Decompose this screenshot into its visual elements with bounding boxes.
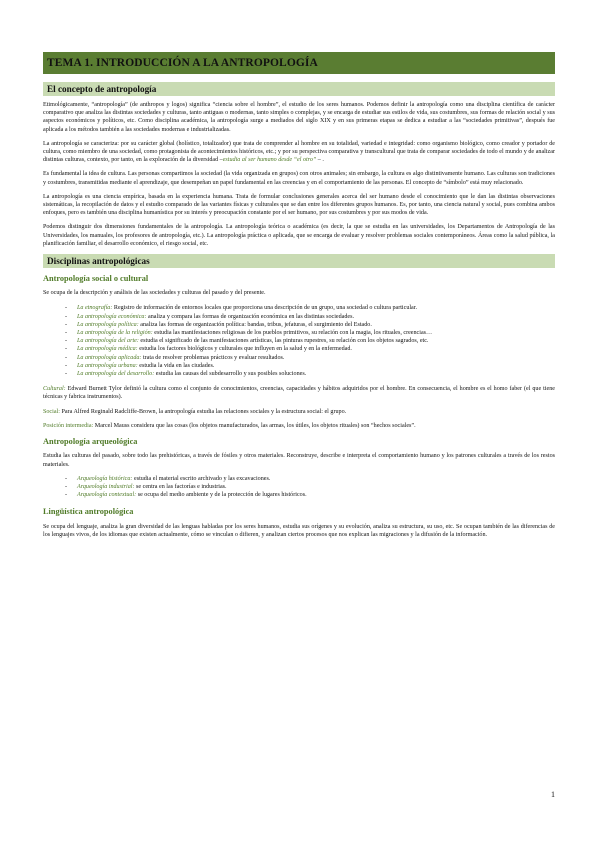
- list-item: - La antropología de la religión: estudia las manifestaciones religiosas de los pueblos primitivos, su relación con la magia, los rituales, creencias…: [77, 329, 555, 337]
- highlight-text: estudia al ser humano desde “el otro”: [222, 157, 317, 164]
- list-item: - La antropología médica: estudia los factores biológicos y culturales que influyen en la salud y en la enfermedad.: [77, 345, 555, 353]
- paragraph: La antropología se caracteriza: por su carácter global (holístico, totalizador) que trata de comprender al hombre en su totalidad, variedad e integridad: como organismo biológico, como creador y portador de cultura, como miembro de una sociedad, como protagonista de acontecimientos históricos, etc.; y por su perspectiva comparativa y transcultural que trata de comparar sociedades de todo el mundo y de analizar distintas culturas, contexto, por tanto, en la exploración de la diversidad –estudia al ser humano desde “el otro” – .: [43, 140, 555, 164]
- list-item: - La antropología del desarrollo: estudia las causas del subdesarrollo y sus posibles soluciones.: [77, 370, 555, 378]
- section-heading-bar: [43, 254, 555, 268]
- list-item: - Arqueología industrial: se centra en las factorías e industrias.: [77, 483, 555, 491]
- paragraph: Cultural: Edward Burnett Tylor definió la cultura como el conjunto de conocimientos, creencias, capacidades y hábitos adquiridos por el hombre. En consecuencia, el hombre es el homo faber (el que tiene técnicas y fabrica instrumentos).: [43, 386, 555, 401]
- paragraph: Se ocupa de la descripción y análisis de las sociedades y culturas del pasado y del presente.: [43, 290, 266, 297]
- subsection-heading: Lingüística antropológica: [43, 507, 134, 517]
- title-bar: [43, 52, 555, 74]
- section-heading: El concepto de antropología: [47, 84, 157, 94]
- bullet-list: [43, 304, 555, 378]
- section-heading: Disciplinas antropológicas: [47, 256, 150, 267]
- page-number: 1: [551, 790, 555, 799]
- paragraph: Etimológicamente, “antropología” (de anthropos y logos) significa “ciencia sobre el hombre”, el estudio de los seres humanos. Podemos definir la antropología como una disciplina científica de carácter comparativo que analiza las distintas sociedades y culturas, tanto antiguas o modernas, tanto simples o complejas, y se encarga de estudiar sus estilos de vida, sus costumbres, sus formas de relación social y sus aspectos económicos y políticos, etc. Como disciplina académica, la antropología surge a mediados del siglo XIX y en sus primeras etapas se dedica a estudiar a las “sociedades primitivas”, después fue aplicada a los métodos también a las sociedades modernas e industrializadas.: [43, 102, 555, 133]
- paragraph: Es fundamental la idea de cultura. Las personas compartimos la sociedad (la vida organizada en grupos) con otros animales; sin embargo, la cultura es algo distintivamente humano. Las culturas son tradiciones y costumbres, transmitidas mediante el aprendizaje, que desempeñan un papel fundamental en las creencias y en el comportamiento de las personas. El concepto de “símbolo” está muy relacionado.: [43, 171, 555, 186]
- list-item: - La antropología del arte: estudia el significado de las manifestaciones artísticas, las pinturas rupestres, su relación con los objetos sagrados, etc.: [77, 337, 555, 345]
- document-page: [43, 52, 555, 539]
- document-title: TEMA 1. INTRODUCCIÓN A LA ANTROPOLOGÍA: [47, 57, 318, 69]
- list-item: - La antropología económica: analiza y compara las formas de organización económica en las distintas sociedades.: [77, 313, 555, 321]
- subsection-heading: Antropología arqueológica: [43, 437, 138, 447]
- list-item: - La antropología aplicada: trata de resolver problemas prácticos y evaluar resultados.: [77, 354, 555, 362]
- bullet-list: [43, 475, 555, 500]
- paragraph: Estudia las culturas del pasado, sobre todo las prehistóricas, a través de fósiles y otros materiales. Reconstruye, describe e interpreta el comportamiento humano y los patrones culturales a través de los restos materiales.: [43, 453, 555, 468]
- list-item: - La antropología política: analiza las formas de organización política: bandas, tribus, jefaturas, el surgimiento del Estado.: [77, 321, 555, 329]
- paragraph: Posición intermedia: Marcel Mauss considera que las cosas (los objetos manufacturados, las armas, los útiles, los objetos rituales) son “hechos sociales”.: [43, 422, 416, 429]
- paragraph: Podemos distinguir dos dimensiones fundamentales de la antropología. La antropología teórica o académica (es decir, la que se estudia en las universidades, los Departamentos de Antropología de las Universidades, los manuales, los profesores de antropología, etc.). La antropología práctica o aplicada, que se encarga de evaluar y resolver problemas sociales contemporáneos. Áreas como la salud pública, la planificación familiar, el desarrollo económico, el riesgo social, etc.: [43, 224, 555, 247]
- subsection-heading: Antropología social o cultural: [43, 274, 149, 284]
- list-item: - La antropología urbana: estudia la vida en las ciudades.: [77, 362, 555, 370]
- list-item: - Arqueología contextual: se ocupa del medio ambiente y de la protección de lugares históricos.: [77, 491, 555, 499]
- list-item: - La etnografía: Registro de información de entornos locales que proporciona una descripción de un grupo, una sociedad o cultura particular.: [77, 304, 555, 312]
- paragraph: La antropología es una ciencia empírica, basada en la experiencia humana. Trata de formular conclusiones generales acerca del ser humano desde el conocimiento que le dan las distintas observaciones sistemáticas, la recopilación de datos y el estudio comparado de las variantes físicas y culturales que se dan entre los diferentes grupos humanos. Es, por tanto, una ciencia natural y social, pues combina ambos enfoques, pero es también una disciplina humanística por su interés y preocupación constante por el ser humano, por sus costumbres y por sus modos de vida.: [43, 193, 555, 217]
- paragraph: Social: Para Alfred Reginald Radcliffe-Brown, la antropología estudia las relaciones sociales y la estructura social: el grupo.: [43, 408, 347, 415]
- section-heading-bar: [43, 82, 555, 96]
- list-item: - Arqueología histórica: estudia el material escrito archivado y las excavaciones.: [77, 475, 555, 483]
- paragraph: Se ocupa del lenguaje, analiza la gran diversidad de las lenguas habladas por los seres humanos, estudia sus orígenes y su evolución, analiza su estructura, su uso, etc. Se ocupan también de las diferencias de los lenguajes vivos, de los idiomas que existen actualmente, cómo se vinculan o difieren, y analizan ciertos procesos que nos explican las migraciones y la difusión de la información.: [43, 523, 555, 538]
